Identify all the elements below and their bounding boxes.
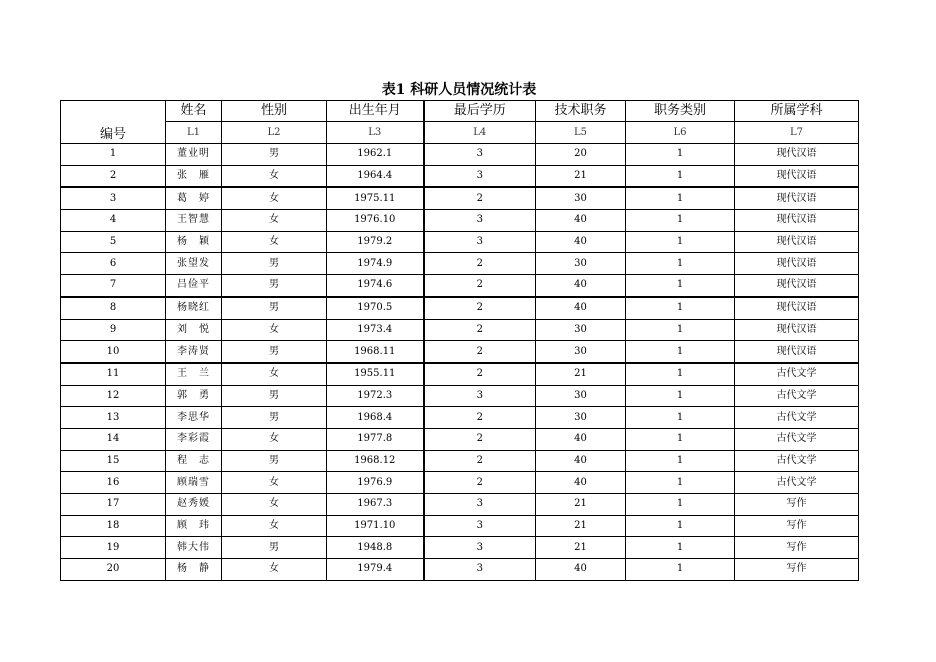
- cell-id: 10: [61, 341, 166, 363]
- cell-sex: 男: [222, 341, 327, 363]
- cell-birth: 1970.5: [327, 297, 424, 319]
- table-row: [61, 428, 859, 450]
- table-row: [61, 187, 859, 209]
- cell-sex: 女: [222, 319, 327, 341]
- cell-category: 1: [626, 559, 735, 581]
- cell-position: 21: [536, 363, 626, 385]
- cell-subject: 现代汉语: [735, 210, 859, 232]
- cell-id: 7: [61, 275, 166, 297]
- cell-position: 21: [536, 515, 626, 537]
- table-row: [61, 559, 859, 581]
- cell-position: 40: [536, 559, 626, 581]
- cell-sex: 女: [222, 187, 327, 209]
- cell-subject: 古代文学: [735, 385, 859, 407]
- cell-subject: 现代汉语: [735, 319, 859, 341]
- cell-subject: 现代汉语: [735, 275, 859, 297]
- table-title: 表1 科研人员情况统计表: [381, 82, 537, 98]
- cell-subject: 现代汉语: [735, 231, 859, 253]
- cell-position: 30: [536, 319, 626, 341]
- cell-education: 3: [424, 537, 536, 559]
- cell-sex: 男: [222, 385, 327, 407]
- cell-category: 1: [626, 450, 735, 472]
- cell-id: 2: [61, 165, 166, 187]
- cell-education: 2: [424, 472, 536, 494]
- cell-birth: 1968.12: [327, 450, 424, 472]
- cell-position: 30: [536, 385, 626, 407]
- cell-id: 19: [61, 537, 166, 559]
- cell-sex: 女: [222, 231, 327, 253]
- cell-sex: 女: [222, 165, 327, 187]
- cell-education: 2: [424, 275, 536, 297]
- table-row: [61, 165, 859, 187]
- cell-subject: 写作: [735, 559, 859, 581]
- cell-name: 顾 玮: [166, 515, 222, 537]
- cell-subject: 写作: [735, 494, 859, 516]
- cell-name: 李彩霞: [166, 428, 222, 450]
- cell-education: 3: [424, 231, 536, 253]
- cell-position: 30: [536, 253, 626, 275]
- cell-education: 2: [424, 187, 536, 209]
- cell-id: 12: [61, 385, 166, 407]
- cell-category: 1: [626, 165, 735, 187]
- cell-birth: 1967.3: [327, 494, 424, 516]
- cell-sex: 女: [222, 363, 327, 385]
- cell-birth: 1972.3: [327, 385, 424, 407]
- header-sex: 性别: [222, 101, 327, 122]
- cell-position: 30: [536, 341, 626, 363]
- cell-subject: 现代汉语: [735, 144, 859, 166]
- cell-position: 21: [536, 537, 626, 559]
- cell-category: 1: [626, 515, 735, 537]
- cell-subject: 现代汉语: [735, 253, 859, 275]
- cell-education: 2: [424, 428, 536, 450]
- cell-sex: 女: [222, 472, 327, 494]
- cell-id: 20: [61, 559, 166, 581]
- cell-position: 40: [536, 297, 626, 319]
- cell-name: 王 兰: [166, 363, 222, 385]
- cell-id: 4: [61, 210, 166, 232]
- cell-category: 1: [626, 144, 735, 166]
- cell-education: 3: [424, 385, 536, 407]
- cell-name: 程 志: [166, 450, 222, 472]
- table-row: [61, 253, 859, 275]
- cell-position: 21: [536, 494, 626, 516]
- cell-category: 1: [626, 253, 735, 275]
- cell-id: 5: [61, 231, 166, 253]
- cell-birth: 1948.8: [327, 537, 424, 559]
- code-l5: L5: [536, 122, 626, 144]
- cell-birth: 1964.4: [327, 165, 424, 187]
- cell-position: 40: [536, 210, 626, 232]
- cell-position: 21: [536, 165, 626, 187]
- header-id: 编号: [61, 101, 166, 144]
- cell-category: 1: [626, 494, 735, 516]
- cell-name: 杨 静: [166, 559, 222, 581]
- cell-birth: 1977.8: [327, 428, 424, 450]
- cell-education: 3: [424, 165, 536, 187]
- table-row: [61, 297, 859, 319]
- cell-name: 赵秀媛: [166, 494, 222, 516]
- cell-name: 李思华: [166, 407, 222, 429]
- cell-sex: 男: [222, 144, 327, 166]
- cell-id: 18: [61, 515, 166, 537]
- cell-subject: 古代文学: [735, 428, 859, 450]
- cell-position: 40: [536, 472, 626, 494]
- cell-id: 6: [61, 253, 166, 275]
- table-row: [61, 275, 859, 297]
- cell-category: 1: [626, 537, 735, 559]
- cell-category: 1: [626, 275, 735, 297]
- cell-birth: 1974.6: [327, 275, 424, 297]
- cell-education: 3: [424, 559, 536, 581]
- header-name: 姓名: [166, 101, 222, 122]
- cell-birth: 1979.4: [327, 559, 424, 581]
- header-row-codes: [61, 122, 859, 144]
- cell-position: 40: [536, 428, 626, 450]
- cell-sex: 男: [222, 407, 327, 429]
- cell-subject: 现代汉语: [735, 165, 859, 187]
- cell-subject: 现代汉语: [735, 341, 859, 363]
- cell-id: 13: [61, 407, 166, 429]
- table-row: [61, 210, 859, 232]
- cell-id: 8: [61, 297, 166, 319]
- cell-id: 3: [61, 187, 166, 209]
- cell-id: 11: [61, 363, 166, 385]
- table-row: [61, 385, 859, 407]
- cell-name: 杨晓红: [166, 297, 222, 319]
- cell-sex: 女: [222, 210, 327, 232]
- cell-education: 3: [424, 210, 536, 232]
- cell-birth: 1962.1: [327, 144, 424, 166]
- cell-category: 1: [626, 385, 735, 407]
- cell-position: 40: [536, 275, 626, 297]
- code-l1: L1: [166, 122, 222, 144]
- cell-subject: 写作: [735, 537, 859, 559]
- cell-education: 2: [424, 341, 536, 363]
- cell-sex: 男: [222, 537, 327, 559]
- cell-education: 2: [424, 363, 536, 385]
- cell-name: 张 雁: [166, 165, 222, 187]
- cell-birth: 1955.11: [327, 363, 424, 385]
- cell-birth: 1979.2: [327, 231, 424, 253]
- cell-education: 2: [424, 407, 536, 429]
- cell-education: 2: [424, 450, 536, 472]
- cell-subject: 古代文学: [735, 472, 859, 494]
- cell-birth: 1976.9: [327, 472, 424, 494]
- cell-birth: 1975.11: [327, 187, 424, 209]
- cell-id: 9: [61, 319, 166, 341]
- header-subject: 所属学科: [735, 101, 859, 122]
- cell-sex: 女: [222, 428, 327, 450]
- cell-id: 1: [61, 144, 166, 166]
- header-education: 最后学历: [424, 101, 536, 122]
- cell-name: 王智慧: [166, 210, 222, 232]
- header-position: 技术职务: [536, 101, 626, 122]
- cell-education: 2: [424, 253, 536, 275]
- cell-id: 17: [61, 494, 166, 516]
- cell-name: 韩大伟: [166, 537, 222, 559]
- cell-subject: 古代文学: [735, 363, 859, 385]
- cell-birth: 1968.4: [327, 407, 424, 429]
- cell-subject: 现代汉语: [735, 297, 859, 319]
- cell-education: 3: [424, 144, 536, 166]
- cell-sex: 女: [222, 559, 327, 581]
- cell-birth: 1973.4: [327, 319, 424, 341]
- cell-education: 3: [424, 494, 536, 516]
- cell-position: 40: [536, 231, 626, 253]
- cell-category: 1: [626, 187, 735, 209]
- cell-category: 1: [626, 210, 735, 232]
- researcher-table: [60, 100, 859, 581]
- table-row: [61, 144, 859, 166]
- table-row: [61, 515, 859, 537]
- cell-name: 葛 婷: [166, 187, 222, 209]
- cell-sex: 女: [222, 515, 327, 537]
- table-row: [61, 407, 859, 429]
- table-row: [61, 472, 859, 494]
- cell-sex: 男: [222, 297, 327, 319]
- cell-subject: 古代文学: [735, 407, 859, 429]
- header-category: 职务类别: [626, 101, 735, 122]
- cell-category: 1: [626, 231, 735, 253]
- table-row: [61, 231, 859, 253]
- code-l2: L2: [222, 122, 327, 144]
- table-row: [61, 537, 859, 559]
- cell-id: 14: [61, 428, 166, 450]
- cell-category: 1: [626, 363, 735, 385]
- cell-sex: 男: [222, 253, 327, 275]
- table-row: [61, 341, 859, 363]
- cell-name: 郭 勇: [166, 385, 222, 407]
- cell-birth: 1971.10: [327, 515, 424, 537]
- table-row: [61, 319, 859, 341]
- header-birth: 出生年月: [327, 101, 424, 122]
- cell-birth: 1968.11: [327, 341, 424, 363]
- cell-category: 1: [626, 407, 735, 429]
- cell-category: 1: [626, 472, 735, 494]
- cell-category: 1: [626, 341, 735, 363]
- cell-name: 李涛贤: [166, 341, 222, 363]
- cell-name: 董业明: [166, 144, 222, 166]
- cell-name: 吕俭平: [166, 275, 222, 297]
- cell-position: 20: [536, 144, 626, 166]
- cell-subject: 古代文学: [735, 450, 859, 472]
- cell-name: 顾瑞雪: [166, 472, 222, 494]
- cell-category: 1: [626, 428, 735, 450]
- cell-birth: 1976.10: [327, 210, 424, 232]
- cell-education: 2: [424, 319, 536, 341]
- cell-position: 30: [536, 187, 626, 209]
- cell-education: 2: [424, 297, 536, 319]
- code-l6: L6: [626, 122, 735, 144]
- cell-id: 16: [61, 472, 166, 494]
- cell-sex: 男: [222, 450, 327, 472]
- cell-sex: 男: [222, 275, 327, 297]
- cell-position: 40: [536, 450, 626, 472]
- code-l3: L3: [327, 122, 424, 144]
- cell-subject: 现代汉语: [735, 187, 859, 209]
- header-row-labels: [61, 101, 859, 122]
- cell-name: 张望发: [166, 253, 222, 275]
- table-row: [61, 494, 859, 516]
- cell-birth: 1974.9: [327, 253, 424, 275]
- cell-category: 1: [626, 319, 735, 341]
- cell-subject: 写作: [735, 515, 859, 537]
- table-row: [61, 363, 859, 385]
- code-l7: L7: [735, 122, 859, 144]
- cell-sex: 女: [222, 494, 327, 516]
- cell-position: 30: [536, 407, 626, 429]
- cell-name: 杨 颖: [166, 231, 222, 253]
- table-row: [61, 450, 859, 472]
- cell-name: 刘 悦: [166, 319, 222, 341]
- cell-id: 15: [61, 450, 166, 472]
- cell-education: 3: [424, 515, 536, 537]
- code-l4: L4: [424, 122, 536, 144]
- cell-category: 1: [626, 297, 735, 319]
